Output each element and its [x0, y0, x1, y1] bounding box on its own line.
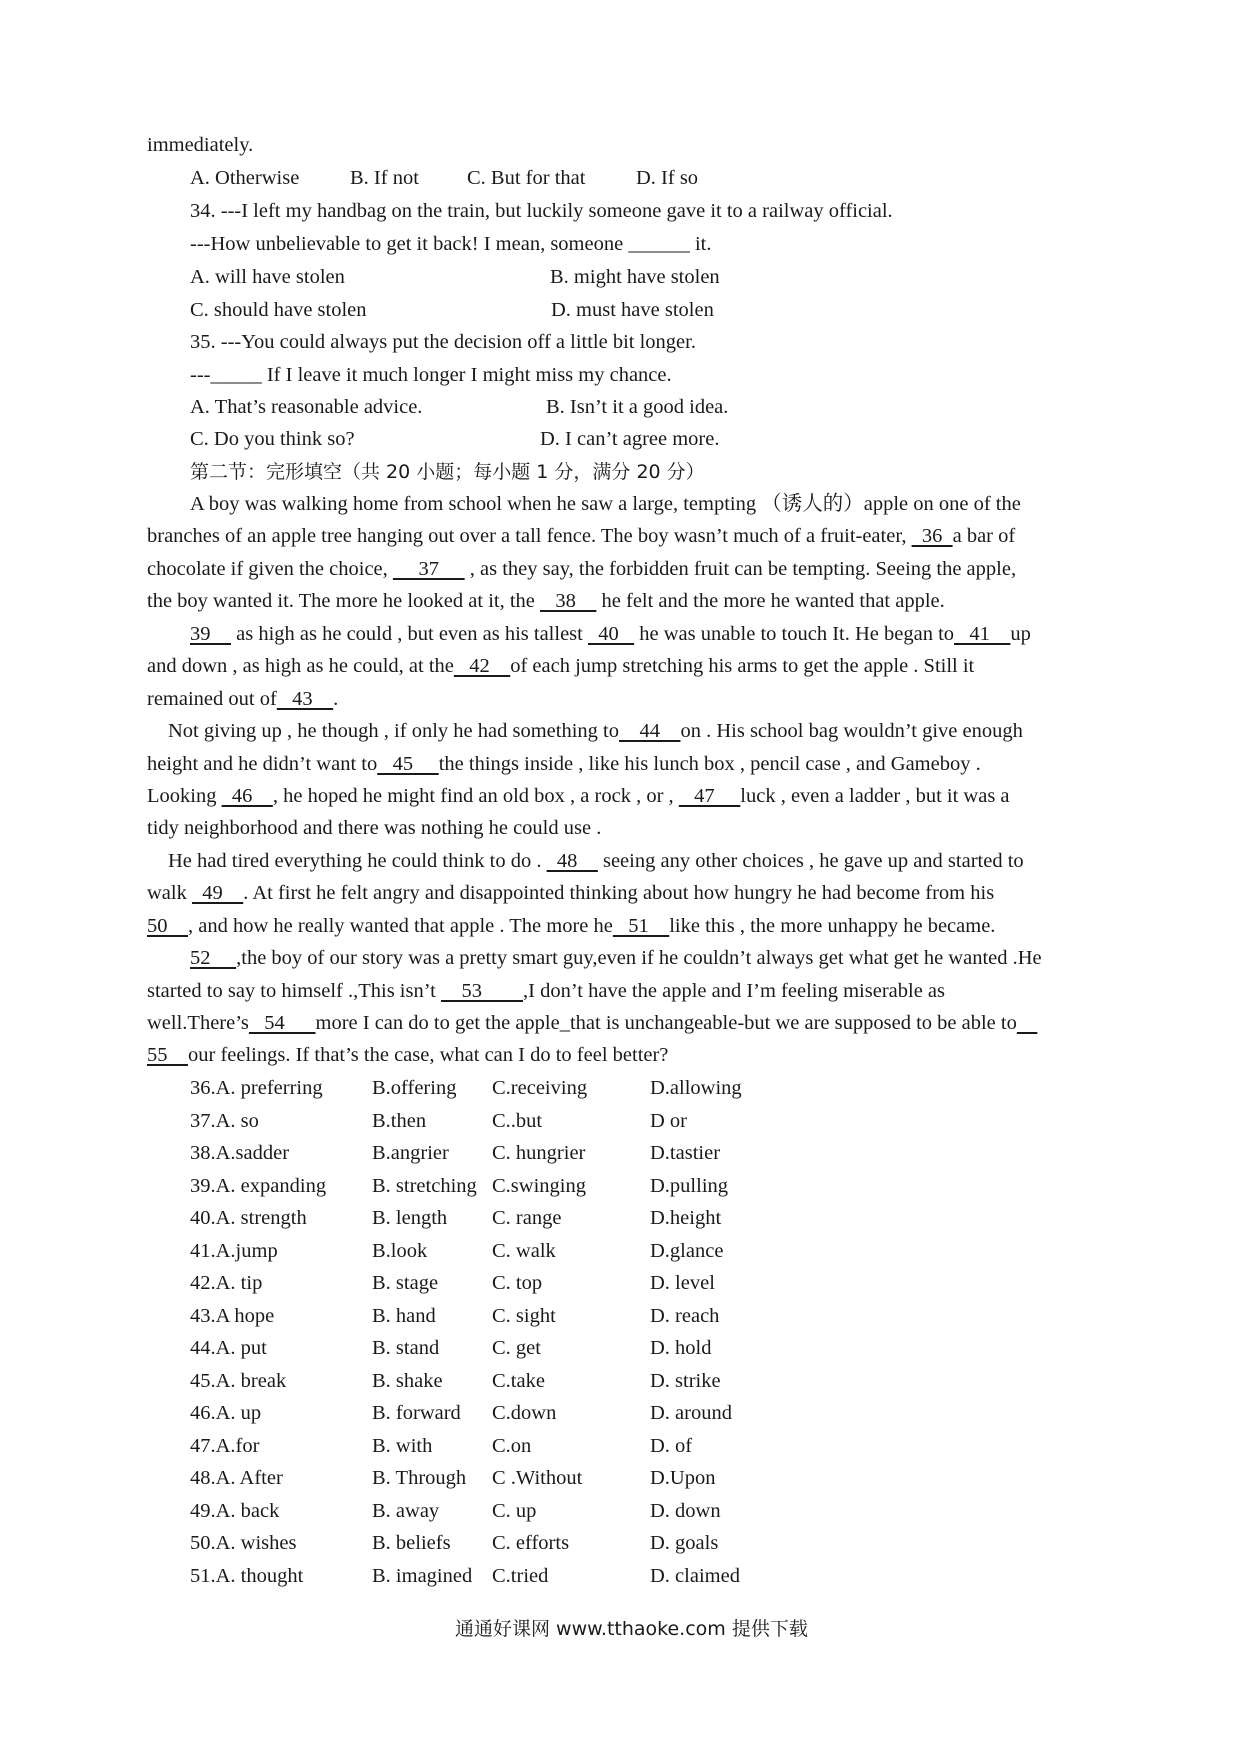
option-b: B. away [372, 1499, 440, 1522]
passage-line: 52 ,the boy of our story was a pretty smart guy,even if he couldn’t always get what get he wanted .He [190, 947, 1042, 969]
option-d: D.tastier [650, 1142, 721, 1164]
option-a: 38.A.sadder [190, 1142, 290, 1164]
option-c: C. Do you think so? [190, 428, 355, 450]
blank-50: 50 [147, 915, 188, 937]
option-d: D. level [650, 1272, 715, 1294]
passage-line: walk 49 . At first he felt angry and disappointed thinking about how hungry he had become from his [147, 882, 995, 904]
option-d: D.glance [650, 1239, 724, 1262]
option-b: B.look [372, 1239, 428, 1262]
option-d: D. down [650, 1499, 721, 1522]
passage-line: the boy wanted it. The more he looked at it, the 38 he felt and the more he wanted that apple. [147, 590, 945, 612]
option-b: B. length [372, 1207, 448, 1229]
option-a: 49.A. back [190, 1499, 280, 1522]
option-c: C. range [492, 1207, 562, 1229]
option-b: B. Through [372, 1467, 467, 1489]
passage-line: chocolate if given the choice, 37 , as they say, the forbidden fruit can be tempting. Seeing the apple, [147, 558, 1017, 580]
option-b: B. If not [350, 167, 419, 189]
option-b: B. with [372, 1434, 433, 1457]
blank-51: 51 [612, 915, 670, 937]
option-b: B.then [372, 1109, 427, 1132]
blank-55: 55 [147, 1044, 188, 1066]
option-d: D.height [650, 1207, 722, 1229]
question-number: 48. [190, 1467, 216, 1489]
option-c: C.receiving [492, 1077, 588, 1099]
passage-line: 55 our feelings. If that’s the case, what can I do to feel better? [147, 1044, 669, 1066]
question-number: 46. [190, 1402, 216, 1424]
option-c: C.swinging [492, 1174, 586, 1197]
question-number: 43. [190, 1304, 216, 1327]
option-c: C. hungrier [492, 1142, 586, 1164]
question-number: 36. [190, 1077, 216, 1099]
passage-line: Looking 46 , he hoped he might find an old box , a rock , or , 47 luck , even a ladder , but it was a [147, 785, 1010, 807]
blank-42: 42 [453, 655, 511, 677]
passage-line: well.There’s 54 more I can do to get the apple_that is unchangeable-but we are supposed to be able to [147, 1010, 1037, 1036]
option-d: D. hold [650, 1337, 712, 1359]
option-b: B. shake [372, 1369, 443, 1392]
passage-line: and down , as high as he could, at the 42 of each jump stretching his arms to get the apple . Still it [147, 655, 975, 677]
option-c: C. get [492, 1337, 541, 1359]
blank-43: 43 [276, 688, 334, 710]
question-35-line-1: 35. ---You could always put the decision off a little bit longer. [190, 331, 696, 353]
option-d: D. goals [650, 1532, 719, 1554]
blank-55-lead [1017, 1012, 1038, 1034]
blank-40: 40 [587, 623, 635, 645]
blank-39: 39 [190, 623, 231, 645]
option-d: D.Upon [650, 1467, 716, 1489]
question-number: 49. [190, 1499, 216, 1522]
option-d: D. of [650, 1434, 693, 1457]
option-b: B.angrier [372, 1142, 449, 1164]
option-c: C. should have stolen [190, 299, 367, 321]
option-a: 40.A. strength [190, 1207, 307, 1229]
option-c: C.down [492, 1402, 557, 1424]
question-34-line-1: 34. ---I left my handbag on the train, but luckily someone gave it to a railway official. [190, 200, 893, 222]
option-c: C. efforts [492, 1532, 570, 1554]
option-a: 51.A. thought [190, 1564, 304, 1587]
option-d: D. claimed [650, 1564, 740, 1587]
option-d: D. I can’t agree more. [540, 428, 720, 450]
blank-38: 38 [540, 590, 597, 612]
passage-line: branches of an apple tree hanging out over a tall fence. The boy wasn’t much of a fruit-eater, 36 a bar of [147, 525, 1016, 547]
option-d: D.pulling [650, 1174, 729, 1197]
blank-53: 53 [441, 980, 523, 1002]
blank-54: 54 [248, 1012, 316, 1034]
passage-line: 39 as high as he could , but even as his tallest 40 he was unable to touch It. He began to 41 up [190, 623, 1031, 645]
question-number: 39. [190, 1174, 216, 1197]
passage-line: 50 , and how he really wanted that apple . The more he 51 like this , the more unhappy he became. [147, 915, 996, 937]
question-number: 42. [190, 1272, 216, 1294]
passage-line: A boy was walking home from school when he saw a large, tempting （诱人的）apple on one of the [190, 493, 1021, 515]
blank-41: 41 [954, 623, 1011, 645]
blank-44: 44 [618, 720, 681, 742]
passage-line: started to say to himself .,This isn’t 53 ,I don’t have the apple and I’m feeling miserable as [147, 980, 945, 1002]
blank-46: 46 [221, 785, 273, 807]
option-c: C. walk [492, 1239, 556, 1262]
passage-line: Not giving up , he though , if only he had something to 44 on . His school bag wouldn’t give enough [168, 720, 1023, 742]
answer-blank: _____ [210, 364, 262, 386]
blank-47: 47 [678, 785, 741, 807]
option-d: D. must have stolen [551, 299, 714, 321]
option-a: 37.A. so [190, 1109, 259, 1132]
passage-line: remained out of 43 . [147, 688, 339, 710]
option-d: D or [650, 1109, 688, 1132]
option-d: D. If so [636, 167, 699, 189]
option-b: B. imagined [372, 1564, 473, 1587]
question-34-line-2: ---How unbelievable to get it back! I mean, someone ______ it. [190, 233, 712, 255]
question-number: 45. [190, 1369, 216, 1392]
blank-49: 49 [191, 882, 244, 904]
option-d: D.allowing [650, 1077, 742, 1099]
answer-blank: ______ [628, 233, 690, 255]
passage-line: tidy neighborhood and there was nothing he could use . [147, 817, 602, 839]
question-33-tail: immediately. [147, 134, 254, 156]
option-b: B.offering [372, 1077, 457, 1099]
blank-52: 52 [190, 947, 237, 969]
option-c: C .Without [492, 1467, 583, 1489]
option-c: C. up [492, 1499, 537, 1522]
option-a: 41.A.jump [190, 1239, 278, 1262]
passage-line: He had tired everything he could think to do . 48 seeing any other choices , he gave up and started to [168, 850, 1024, 872]
option-a: A. That’s reasonable advice. [190, 396, 423, 418]
option-a: 36.A. preferring [190, 1077, 323, 1099]
option-a: 50.A. wishes [190, 1532, 297, 1554]
option-c: C.tried [492, 1564, 549, 1587]
option-c: C. But for that [467, 167, 586, 189]
question-number: 37. [190, 1109, 216, 1132]
option-b: B. hand [372, 1304, 436, 1327]
question-number: 50. [190, 1532, 216, 1554]
section-heading: 第二节：完形填空（共 20 小题；每小题 1 分，满分 20 分） [190, 461, 705, 483]
question-number: 40. [190, 1207, 216, 1229]
option-b: B. stretching [372, 1174, 477, 1197]
question-number: 51. [190, 1564, 216, 1587]
option-a: 44.A. put [190, 1337, 267, 1359]
option-b: B. stand [372, 1337, 440, 1359]
option-a: A. Otherwise [190, 167, 300, 189]
option-d: D. around [650, 1402, 732, 1424]
option-d: D. reach [650, 1304, 720, 1327]
option-a: 46.A. up [190, 1402, 262, 1424]
option-c: C. top [492, 1272, 543, 1294]
option-c: C.take [492, 1369, 545, 1392]
passage-line: height and he didn’t want to 45 the things inside , like his lunch box , pencil case , and Gameboy . [147, 753, 981, 775]
option-b: B. forward [372, 1402, 461, 1424]
option-d: D. strike [650, 1369, 721, 1392]
option-a: A. will have stolen [190, 266, 345, 288]
option-a: 39.A. expanding [190, 1174, 327, 1197]
option-c: C..but [492, 1109, 543, 1132]
option-a: 43.A hope [190, 1304, 275, 1327]
option-b: B. beliefs [372, 1532, 451, 1554]
option-a: 48.A. After [190, 1467, 283, 1489]
option-c: C.on [492, 1434, 532, 1457]
option-b: B. Isn’t it a good idea. [546, 396, 729, 418]
option-a: 42.A. tip [190, 1272, 263, 1294]
question-number: 44. [190, 1337, 216, 1359]
option-b: B. might have stolen [550, 266, 720, 288]
option-b: B. stage [372, 1272, 439, 1294]
question-35-line-2: ---_____ If I leave it much longer I might miss my chance. [190, 364, 672, 386]
question-number: 47. [190, 1434, 216, 1457]
option-c: C. sight [492, 1304, 556, 1327]
blank-45: 45 [377, 753, 439, 775]
blank-37: 37 [392, 558, 465, 580]
footer-source: 通通好课网 www.tthaoke.com 提供下载 [455, 1618, 808, 1640]
blank-48: 48 [546, 850, 598, 872]
option-a: 47.A.for [190, 1434, 260, 1457]
blank-36: 36 [911, 525, 953, 547]
question-number: 41. [190, 1239, 216, 1262]
question-number: 38. [190, 1142, 216, 1164]
option-a: 45.A. break [190, 1369, 287, 1392]
